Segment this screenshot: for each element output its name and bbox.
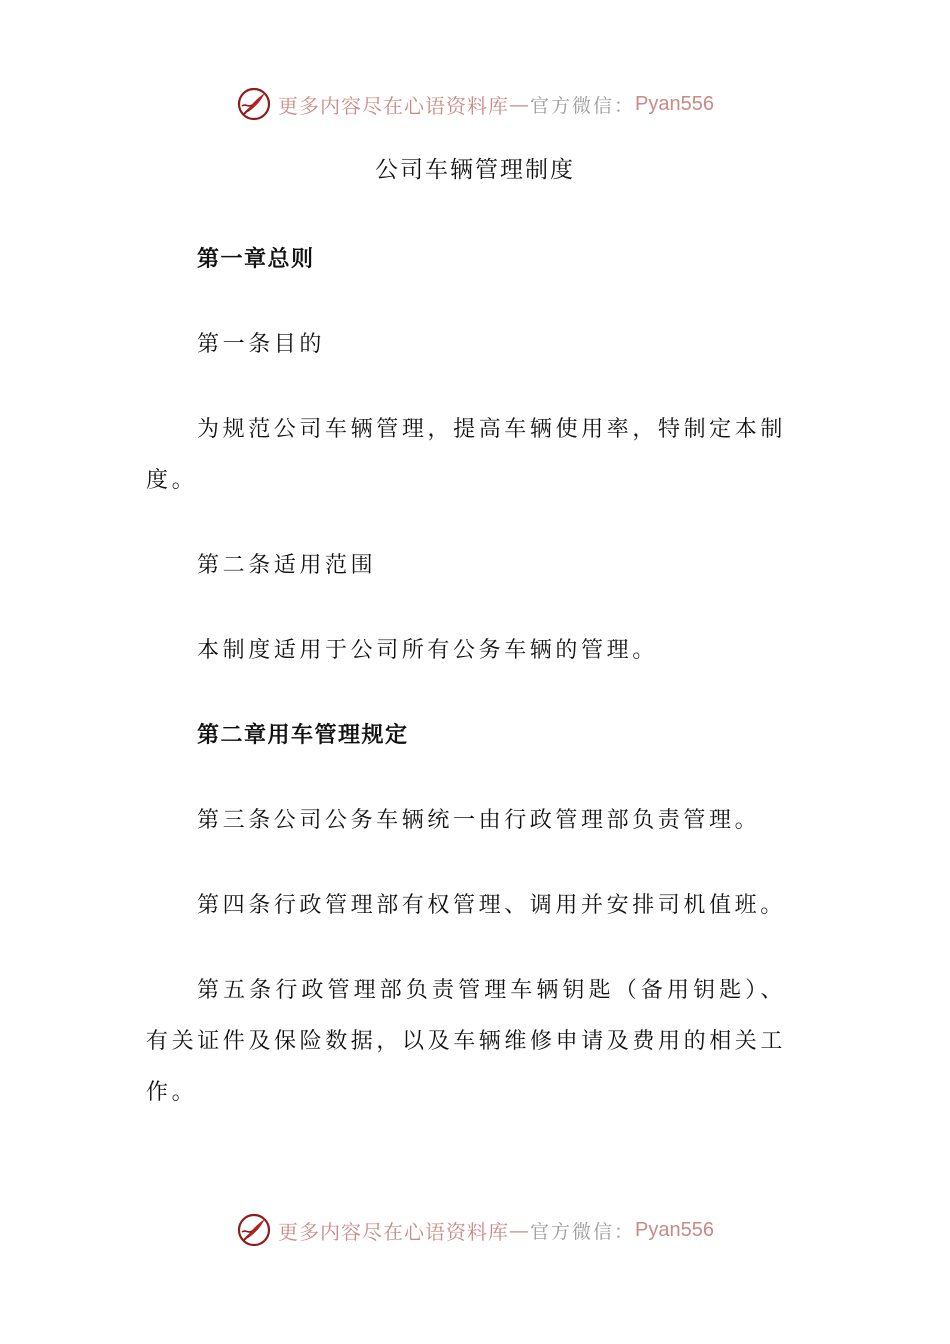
article-2-body: 本制度适用于公司所有公务车辆的管理。 (197, 638, 658, 663)
banner-wechat-label: 官方微信： (530, 94, 636, 117)
banner-wechat-id: Pyan556 (635, 1218, 714, 1241)
article-1-body: 为规范公司车辆管理，提高车辆使用率，特制定本制度。 (146, 417, 786, 493)
article-1-title: 第一条目的 (197, 332, 326, 357)
banner-wechat-id: Pyan556 (635, 92, 714, 115)
banner-wechat-label: 官方微信： (530, 1220, 636, 1243)
banner-dash: — (509, 92, 530, 116)
footer-banner (0, 1208, 950, 1252)
chapter-heading-1: 第一章总则 (197, 247, 315, 272)
banner-dash: — (509, 1218, 530, 1242)
article-3: 第三条公司公务车辆统一由行政管理部负责管理。 (197, 808, 761, 833)
chapter-heading-2: 第二章用车管理规定 (197, 723, 409, 748)
quill-pen-logo-icon (236, 86, 272, 122)
article-4: 第四条行政管理部有权管理、调用并安排司机值班。 (197, 893, 786, 918)
banner-text: 更多内容尽在心语资料库 (278, 93, 509, 118)
header-banner (0, 82, 950, 126)
article-2-title: 第二条适用范围 (197, 553, 377, 578)
quill-pen-logo-icon (236, 1212, 272, 1248)
document-title: 公司车辆管理制度 (375, 157, 575, 183)
document-body (146, 234, 786, 1118)
article-5: 第五条行政管理部负责管理车辆钥匙（备用钥匙）、有关证件及保险数据，以及车辆维修申请及费用的相关工作。 (146, 978, 787, 1105)
banner-text: 更多内容尽在心语资料库 (278, 1219, 509, 1244)
